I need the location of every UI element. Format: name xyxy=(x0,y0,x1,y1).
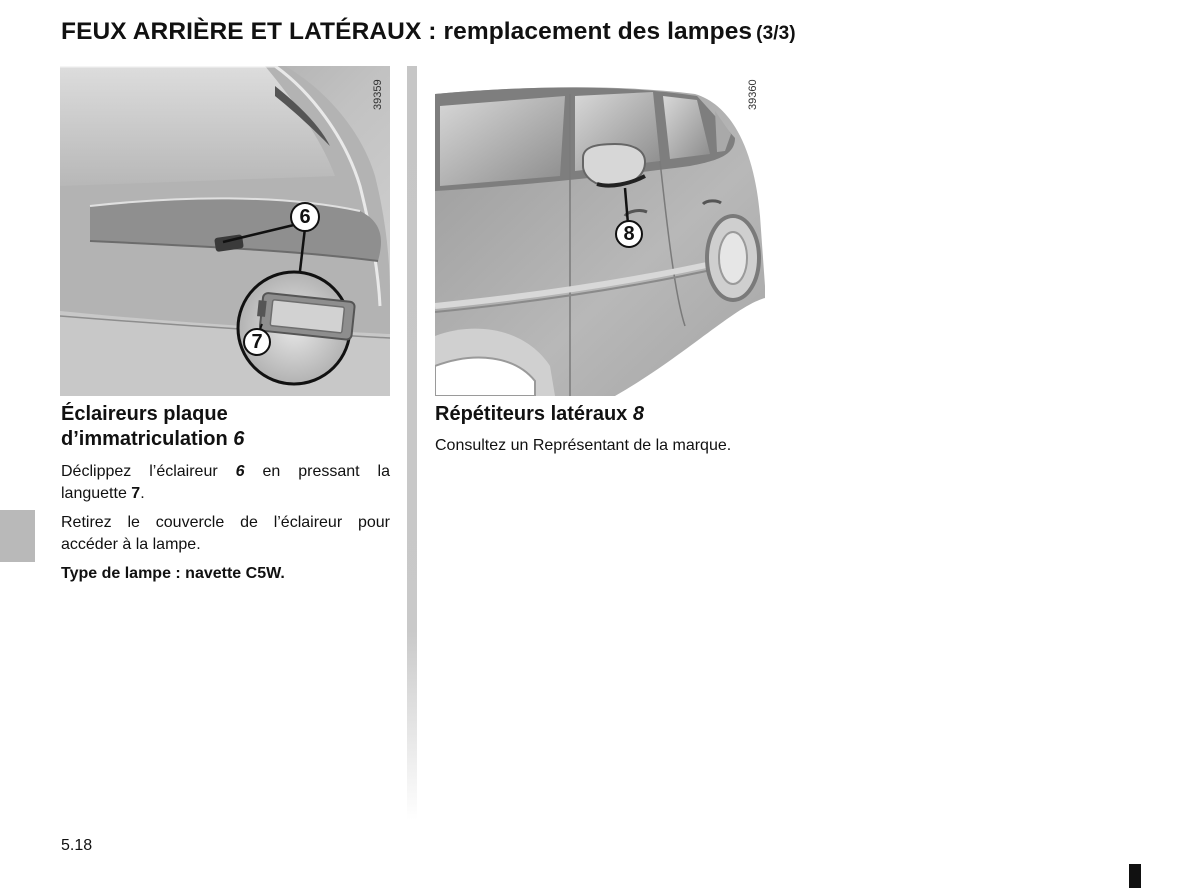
side-repeater-illustration xyxy=(435,66,765,396)
heading-text: Répétiteurs latéraux xyxy=(435,403,628,425)
heading-line-1: Éclaireurs plaque xyxy=(61,403,228,425)
paragraph-consult: Consultez un Représentant de la marque. xyxy=(435,437,732,454)
paragraph-ref: 7 xyxy=(131,485,141,502)
paragraph-text: . xyxy=(140,485,145,502)
heading-ref: 8 xyxy=(632,403,644,425)
figure-licence-plate-light xyxy=(60,66,390,396)
paragraph-unclip xyxy=(61,461,390,505)
paragraph-remove-cover: Retirez le couvercle de l’éclaireur pour accéder à la lampe. xyxy=(61,514,390,553)
paragraph-text: Déclippez l’éclaireur xyxy=(61,463,236,480)
licence-plate-light-illustration xyxy=(60,66,390,396)
page-title-suffix: (3/3) xyxy=(756,23,796,44)
callout-6: 6 xyxy=(299,206,311,228)
figure-number: 39359 xyxy=(372,79,384,110)
figure-number: 39360 xyxy=(747,79,759,110)
section-heading-side-repeater xyxy=(435,402,644,427)
lamp-type: Type de lampe : navette C5W. xyxy=(61,565,285,582)
paragraph-ref: 6 xyxy=(235,463,245,480)
figure-side-repeater xyxy=(435,66,765,396)
heading-line-2: d’immatriculation xyxy=(61,428,228,450)
section-heading-licence-plate xyxy=(61,402,244,452)
corner-mark xyxy=(1129,864,1141,888)
chapter-tab xyxy=(0,510,35,562)
heading-ref: 6 xyxy=(233,428,245,450)
callout-7: 7 xyxy=(251,331,263,353)
paragraph-text: en pressant la languette xyxy=(61,463,390,502)
page-title xyxy=(61,18,796,46)
page-number: 5.18 xyxy=(61,837,93,854)
callout-8: 8 xyxy=(623,223,635,245)
column-divider xyxy=(407,66,417,820)
page-title-main: FEUX ARRIÈRE ET LATÉRAUX : remplacement des lampes xyxy=(61,18,753,45)
